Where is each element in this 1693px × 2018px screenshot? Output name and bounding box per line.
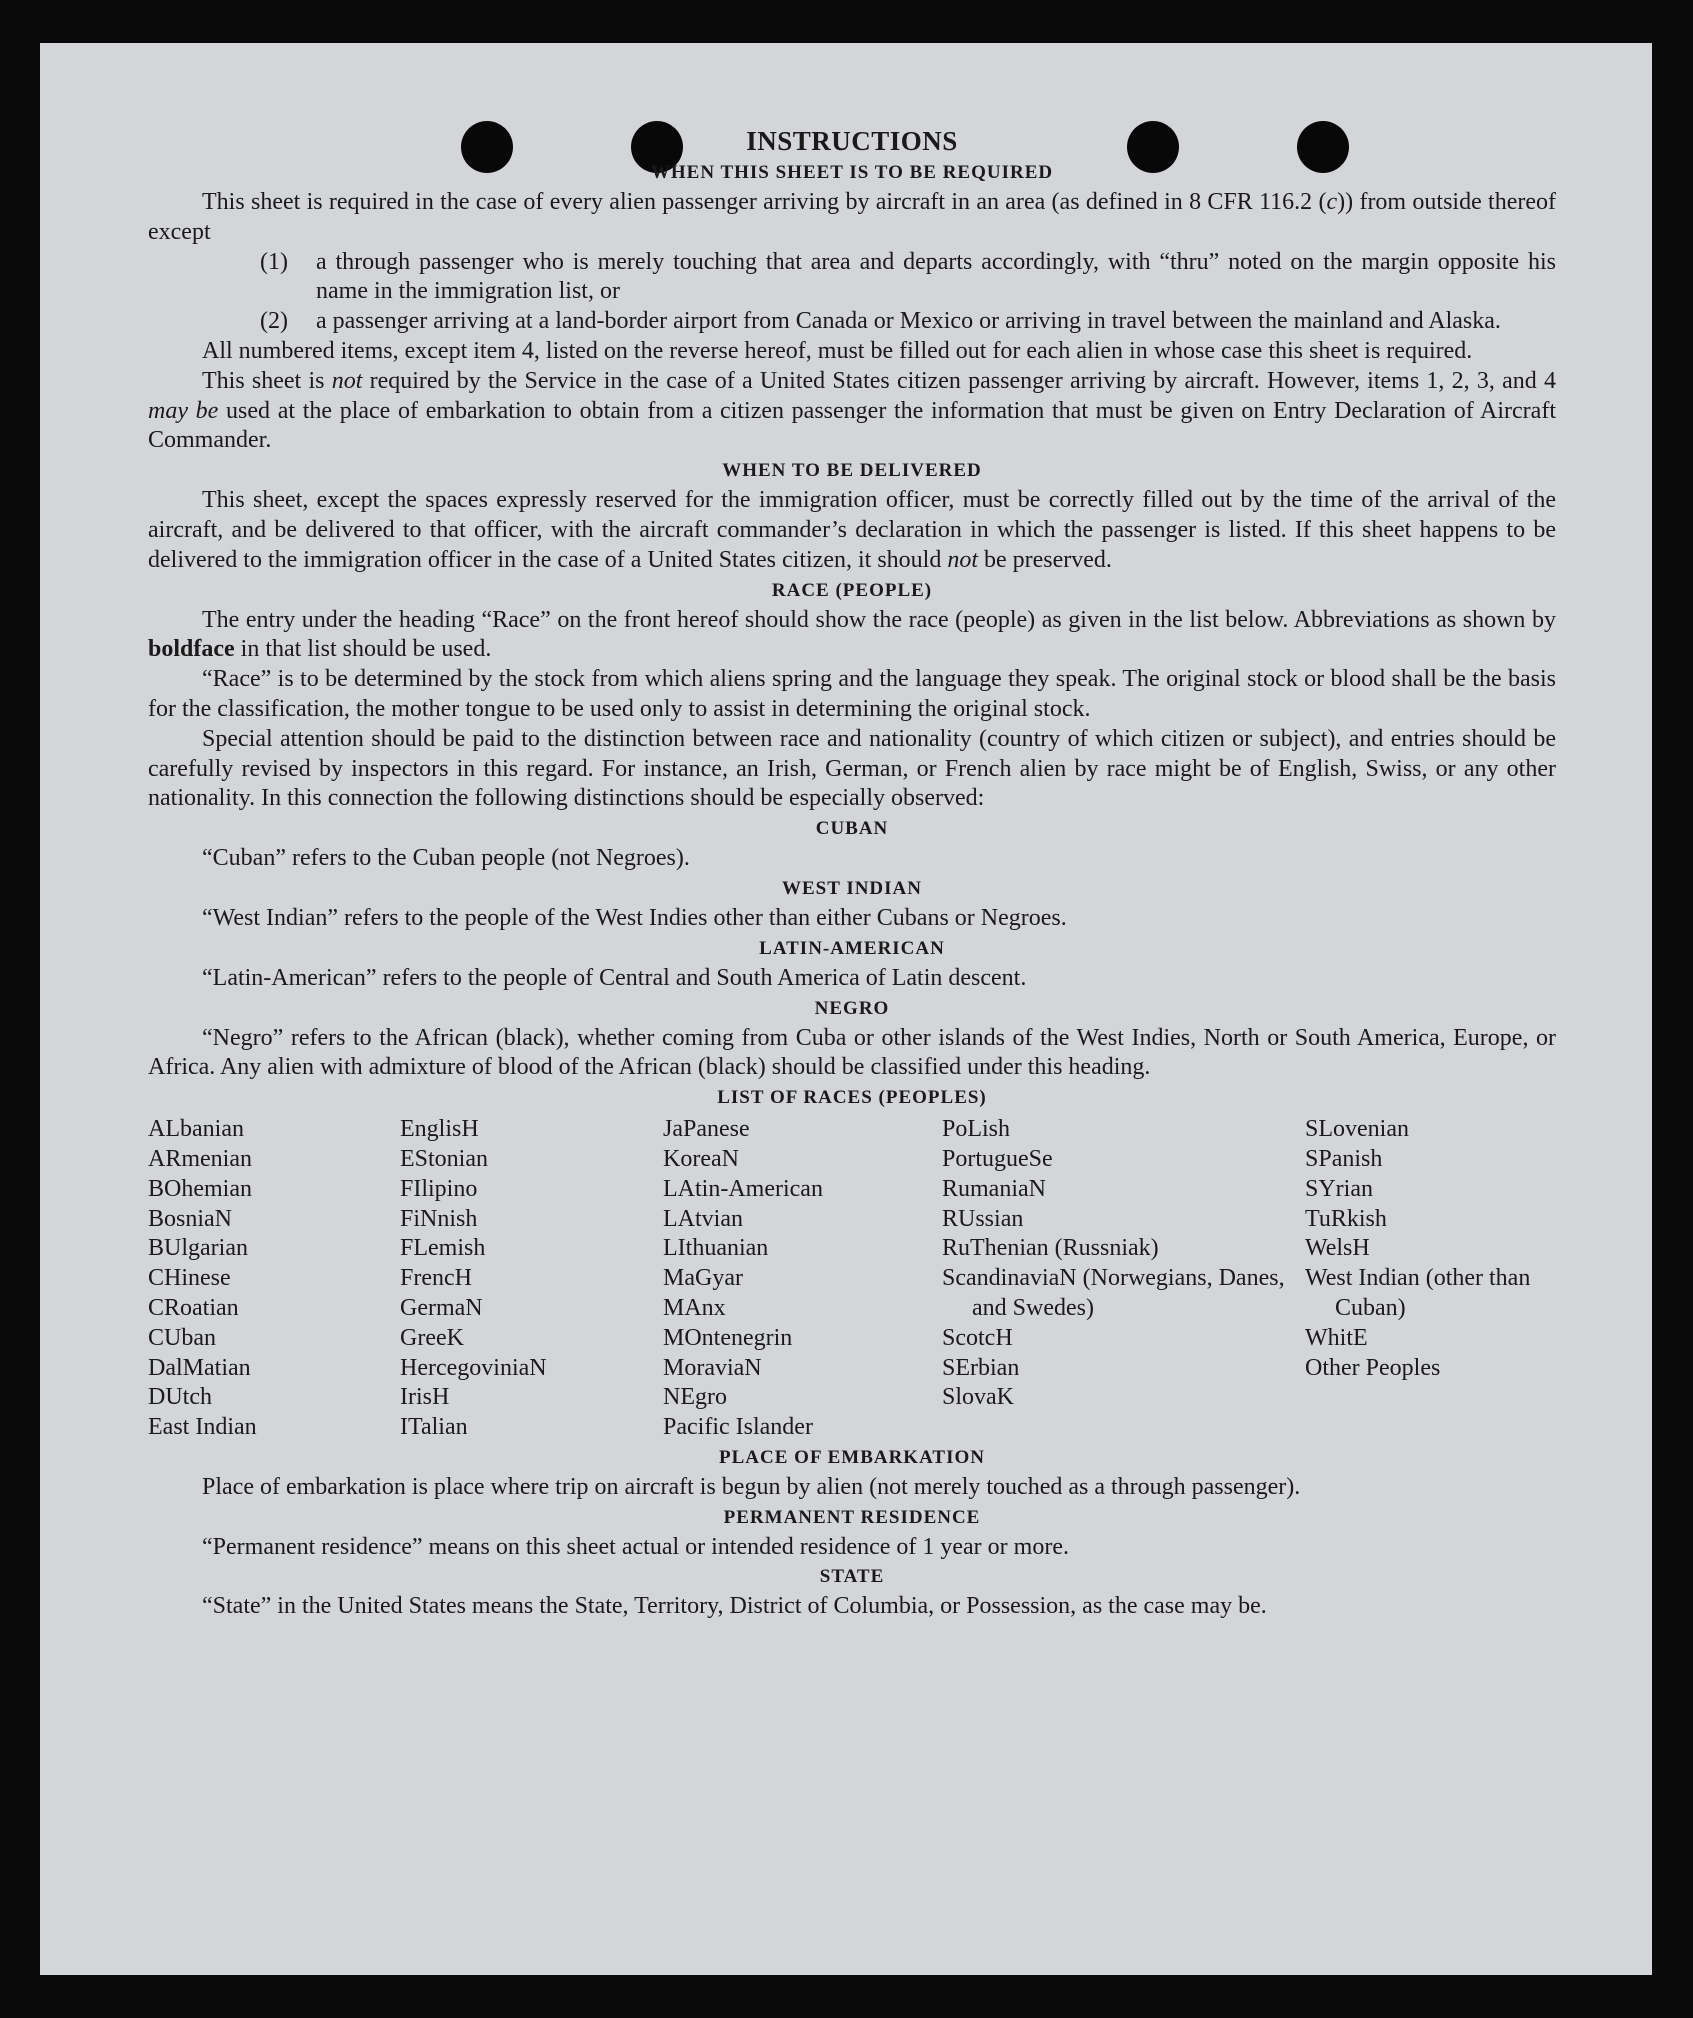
text-segment: This sheet, except the spaces expressly reserved for the immigration officer, must be correctly filled out by the time of the arrival of the aircraft, and be delivered to that officer, with the aircraft commander’s declaration in which the passenger is listed. If this sheet happens to be delivered to the immigration officer in the case of a United States citizen, it should xyxy=(148,487,1556,573)
race-entry: WhitE xyxy=(1305,1324,1368,1351)
race-entry: SlovaK xyxy=(942,1384,1014,1411)
section-heading: STATE xyxy=(819,1566,885,1588)
paragraph xyxy=(148,964,1556,994)
numbered-item xyxy=(0,307,1556,337)
race-entry: PoLish xyxy=(942,1116,1011,1143)
text-segment: This sheet is xyxy=(202,367,332,394)
race-entry: Other Peoples xyxy=(1305,1354,1441,1381)
section-heading: NEGRO xyxy=(814,997,890,1019)
race-entry: CHinese xyxy=(148,1265,231,1292)
text-segment: “Race” is to be determined by the stock from which aliens spring and the language they speak. The original stock or blood shall be the basis for the classification, the mother tongue to be used only to assist in determining the original stock. xyxy=(148,666,1556,722)
race-entry: DalMatian xyxy=(148,1354,251,1381)
text-segment: used at the place of embarkation to obtain from a citizen passenger the information that must be given on Entry Declaration of Aircraft Commander. xyxy=(148,397,1556,454)
instructions-content xyxy=(148,124,1556,1622)
paragraph xyxy=(148,1533,1556,1563)
races-column xyxy=(1305,1115,1556,1443)
paragraph xyxy=(148,665,1556,725)
text-segment: “Permanent residence” means on this sheet actual or intended residence of 1 year or more. xyxy=(202,1533,1069,1560)
section-heading: WEST INDIAN xyxy=(782,877,922,899)
paragraph xyxy=(148,486,1556,575)
race-entry: BosniaN xyxy=(148,1205,232,1232)
race-entry: BOhemian xyxy=(148,1175,252,1202)
paragraph xyxy=(148,725,1556,814)
section-heading: LIST OF RACES (PEOPLES) xyxy=(717,1087,987,1109)
race-entry: FiNnish xyxy=(400,1205,478,1232)
race-entry: EnglisH xyxy=(400,1116,479,1143)
races-column xyxy=(663,1115,942,1443)
text-segment: in that list should be used. xyxy=(234,636,492,663)
races-list xyxy=(148,1115,1556,1443)
text-segment: not xyxy=(947,546,978,573)
text-segment: “State” in the United States means the State, Territory, District of Columbia, or Possession, as the case may be. xyxy=(202,1593,1267,1620)
race-entry: RuThenian (Russniak) xyxy=(942,1235,1159,1262)
race-entry: GermaN xyxy=(400,1294,483,1321)
text-segment: a through passenger who is merely touching that area and departs accordingly, with “thru” noted on the margin opposite his name in the immigration list, or xyxy=(316,248,1556,305)
paragraph xyxy=(148,904,1556,934)
race-entry: HercegoviniaN xyxy=(400,1354,547,1381)
text-segment: This sheet is required in the case of every alien passenger arriving by aircraft in an area (as defined in 8 CFR 116.2 ( xyxy=(202,189,1327,215)
text-segment: Special attention should be paid to the distinction between race and nationality (country of which citizen or subject), and entries should be carefully revised by inspectors in this regard. For instance, an Irish, German, or French alien by race might be of English, Swiss, or any other nationality. In this connection the following distinctions should be especially observed: xyxy=(148,725,1556,812)
page-title: INSTRUCTIONS xyxy=(746,126,958,156)
race-entry: DUtch xyxy=(148,1384,212,1411)
race-entry: FrencH xyxy=(400,1265,472,1292)
race-entry: SLovenian xyxy=(1305,1116,1409,1143)
race-entry: EStonian xyxy=(400,1145,488,1172)
race-entry: NEgro xyxy=(663,1384,727,1411)
text-segment: not xyxy=(331,367,363,394)
races-column xyxy=(400,1115,663,1443)
race-entry: LIthuanian xyxy=(663,1235,769,1262)
section-heading: LATIN-AMERICAN xyxy=(759,937,945,959)
text-segment: “Negro” refers to the African (black), whether coming from Cuba or other islands of the West Indies, North or South America, Europe, or Africa. Any alien with admixture of blood of the African (black) should be classified under this heading. xyxy=(148,1024,1556,1081)
item-number: (2) xyxy=(260,308,288,335)
text-segment: All numbered items, except item 4, listed on the reverse hereof, must be filled out for each alien in whose case this sheet is required. xyxy=(202,337,1473,364)
race-entry: MOntenegrin xyxy=(663,1324,793,1351)
race-entry: LAtin-American xyxy=(663,1175,823,1202)
text-segment: The entry under the heading “Race” on the front hereof should show the race (people) as given in the list below. Abbreviations as shown by xyxy=(202,606,1556,633)
paragraph xyxy=(148,1592,1556,1622)
race-entry: Pacific Islander xyxy=(663,1414,813,1441)
item-number: (1) xyxy=(260,248,288,275)
race-entry: ARmenian xyxy=(148,1145,252,1172)
race-entry: SYrian xyxy=(1305,1175,1373,1202)
race-entry: TuRkish xyxy=(1305,1205,1387,1232)
race-entry: SPanish xyxy=(1305,1145,1383,1172)
race-entry: ScotcH xyxy=(942,1324,1013,1351)
section-heading: PLACE OF EMBARKATION xyxy=(719,1446,985,1468)
race-entry: PortugueSe xyxy=(942,1145,1053,1172)
race-entry: MoraviaN xyxy=(663,1354,762,1381)
race-entry: CUban xyxy=(148,1324,216,1351)
paragraph xyxy=(148,606,1556,666)
races-column xyxy=(148,1115,400,1443)
race-entry: FLemish xyxy=(400,1235,486,1262)
section-heading: CUBAN xyxy=(815,818,889,840)
text-segment: Place of embarkation is place where trip on aircraft is begun by alien (not merely touched as a through passenger). xyxy=(202,1473,1301,1500)
race-entry: West Indian (other than Cuban) xyxy=(1305,1265,1531,1321)
race-entry: MaGyar xyxy=(663,1265,743,1292)
paragraph xyxy=(148,844,1556,874)
race-entry: FIlipino xyxy=(400,1175,478,1202)
race-entry: CRoatian xyxy=(148,1294,239,1321)
paragraph xyxy=(148,1473,1556,1503)
text-segment: )) from outside thereof except xyxy=(148,189,1557,245)
race-entry: WelsH xyxy=(1305,1235,1370,1262)
race-entry: MAnx xyxy=(663,1294,726,1321)
paragraph xyxy=(148,337,1556,367)
race-entry: ITalian xyxy=(400,1414,468,1441)
text-segment: required by the Service in the case of a United States citizen passenger arriving by aircraft. However, items 1, 2, 3, and 4 xyxy=(362,367,1556,394)
paragraph xyxy=(148,1024,1556,1084)
section-heading: WHEN TO BE DELIVERED xyxy=(722,460,982,482)
numbered-item xyxy=(0,248,1556,308)
race-entry: ALbanian xyxy=(148,1116,244,1143)
race-entry: RUssian xyxy=(942,1205,1024,1232)
text-segment: may be xyxy=(148,397,219,424)
text-segment: c xyxy=(1326,189,1338,215)
race-entry: JaPanese xyxy=(663,1116,750,1143)
text-segment: a passenger arriving at a land-border airport from Canada or Mexico or arriving in travel between the mainland and Alaska. xyxy=(316,308,1501,335)
races-column xyxy=(942,1115,1305,1443)
text-segment: “Latin-American” refers to the people of Central and South America of Latin descent. xyxy=(202,964,1027,991)
text-segment: boldface xyxy=(148,636,235,663)
race-entry: ScandinaviaN (Norwegians, Danes, and Swedes) xyxy=(942,1265,1285,1321)
race-entry: BUlgarian xyxy=(148,1235,248,1262)
race-entry: East Indian xyxy=(148,1414,257,1441)
race-entry: IrisH xyxy=(400,1384,450,1411)
paragraph xyxy=(148,367,1556,456)
race-entry: RumaniaN xyxy=(942,1175,1046,1202)
section-heading: RACE (PEOPLE) xyxy=(771,579,933,601)
section-heading: WHEN THIS SHEET IS TO BE REQUIRED xyxy=(650,162,1054,183)
paragraph xyxy=(148,188,1556,248)
race-entry: KoreaN xyxy=(663,1145,739,1172)
section-heading: PERMANENT RESIDENCE xyxy=(723,1506,981,1528)
text-segment: “West Indian” refers to the people of the West Indies other than either Cubans or Negroes. xyxy=(202,904,1067,931)
race-entry: SErbian xyxy=(942,1354,1020,1381)
text-segment: be preserved. xyxy=(978,546,1112,573)
race-entry: LAtvian xyxy=(663,1205,743,1232)
race-entry: GreeK xyxy=(400,1324,464,1351)
text-segment: “Cuban” refers to the Cuban people (not Negroes). xyxy=(202,845,690,872)
